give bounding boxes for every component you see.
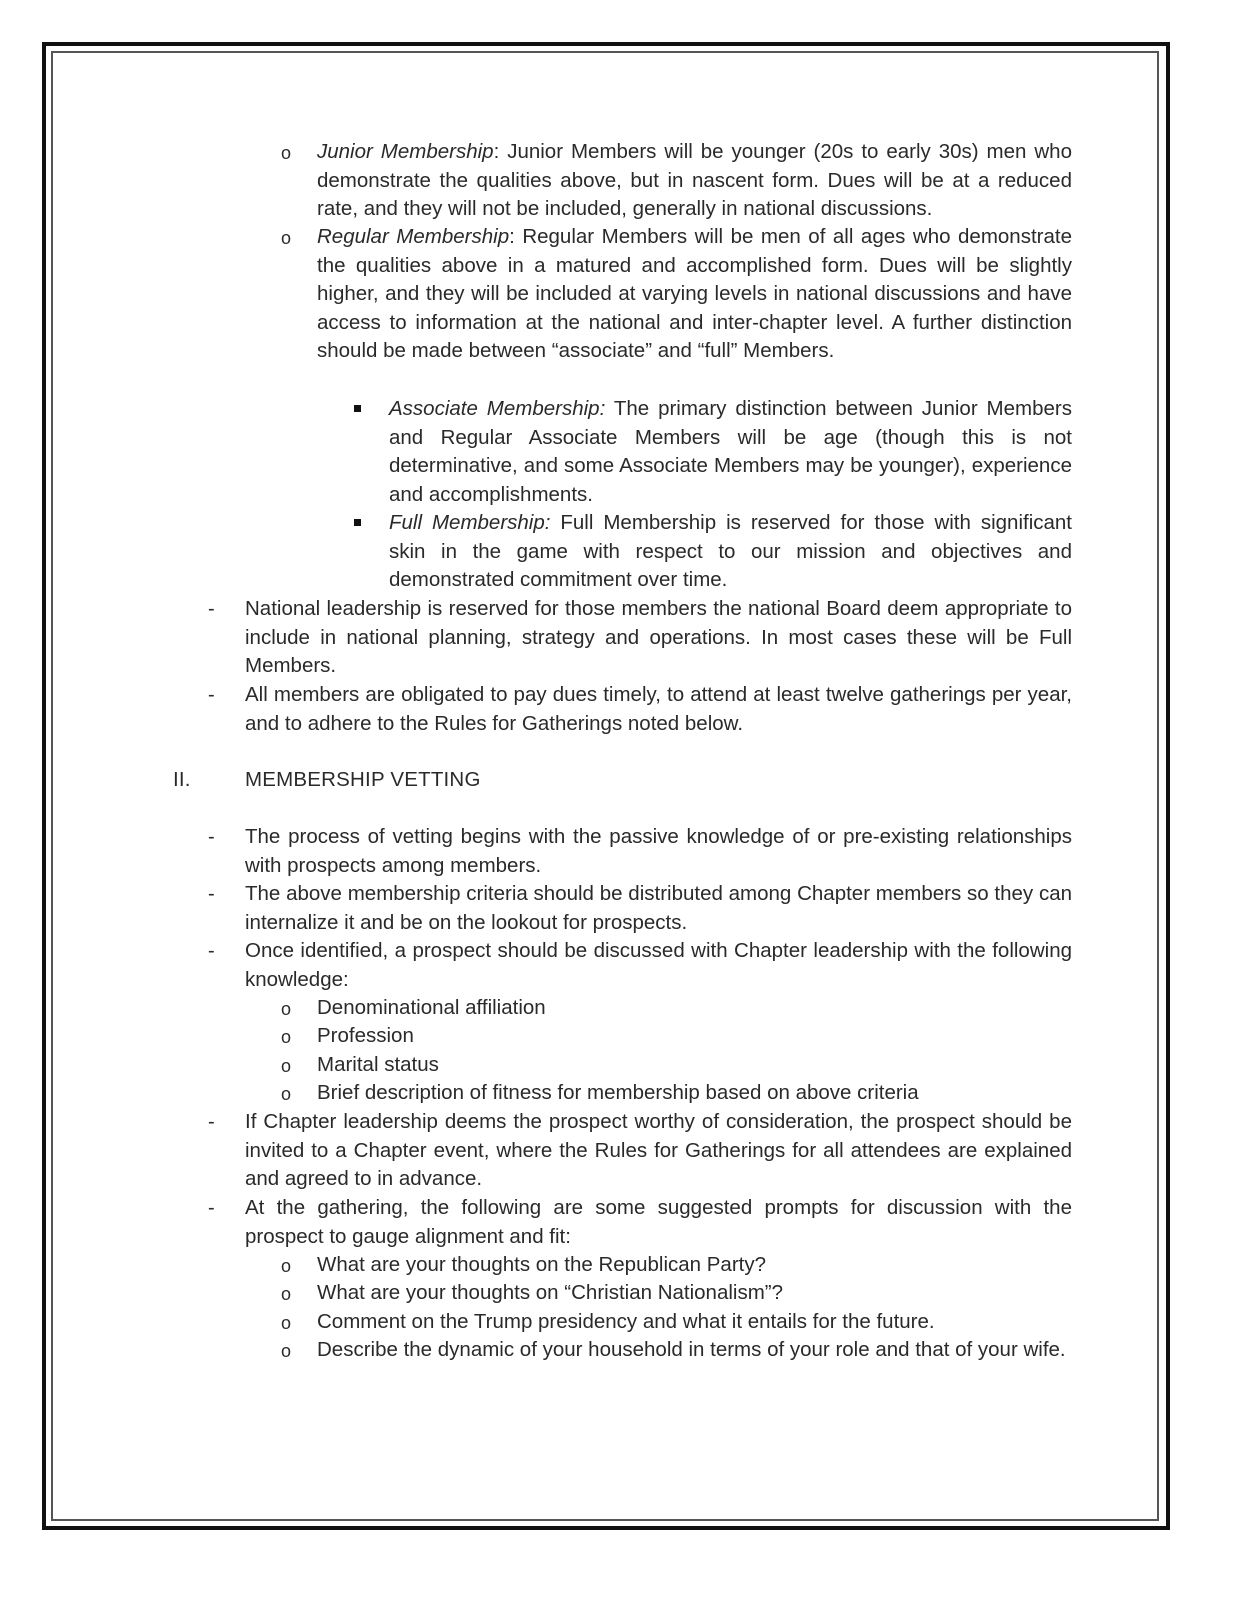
regular-membership-text: Regular Members will be men of all ages who demonstrate the qualities above in a matured and accomplished form. Dues will be slightly higher, and they will be included at varying levels in national discussions and have access to information at the national and inter-chapter level. A further distinction should be made between “associate” and “full” Members.: [317, 225, 1072, 363]
square-bullet-icon: [354, 405, 361, 412]
circle-bullet-icon: o: [281, 1084, 292, 1104]
circle-bullet-icon: o: [281, 228, 292, 248]
vetting-point: The above membership criteria should be distributed among Chapter members so they can internalize it and be on the lookout for prospects.: [245, 882, 1072, 934]
dash-bullet-icon: -: [208, 1111, 215, 1133]
circle-bullet-icon: o: [281, 1056, 292, 1076]
circle-bullet-icon: o: [281, 1313, 292, 1333]
vetting-point: If Chapter leadership deems the prospect worthy of consideration, the prospect should be invited to a Chapter event, where the Rules for Gatherings for all attendees are explained and agreed to in advance.: [245, 1110, 1072, 1191]
regular-membership-item: Regular Membership: Regular Members will be men of all ages who demonstrate the qualities above in a matured and accomplished form. Dues will be slightly higher, and they will be included at varying levels in national discussions and have access to information at the national and inter-chapter level. A further distinction should be made between “associate” and “full” Members.: [317, 225, 1072, 363]
circle-bullet-icon: o: [281, 143, 292, 163]
full-membership-item: [389, 509, 1072, 595]
circle-bullet-icon: o: [281, 999, 292, 1019]
associate-membership-item: [389, 395, 1072, 509]
junior-membership-label: Junior Membership: [317, 140, 494, 163]
dash-bullet-icon: -: [208, 1197, 215, 1219]
circle-bullet-icon: o: [281, 1341, 292, 1361]
dash-bullet-icon: -: [208, 883, 215, 905]
prompt-item: Describe the dynamic of your household in terms of your role and that of your wife.: [317, 1338, 1066, 1361]
associate-membership-label: Associate Membership:: [389, 397, 606, 420]
knowledge-item: Profession: [317, 1024, 414, 1047]
dash-bullet-icon: -: [208, 940, 215, 962]
knowledge-item: Brief description of fitness for membership based on above criteria: [317, 1081, 919, 1104]
square-bullet-icon: [354, 519, 361, 526]
vetting-point: Once identified, a prospect should be discussed with Chapter leadership with the following knowledge:: [245, 939, 1072, 991]
knowledge-item: Denominational affiliation: [317, 996, 546, 1019]
full-membership-text: Full Membership is reserved for those with significant skin in the game with respect to our mission and objectives and demonstrated commitment over time.: [389, 511, 1072, 592]
junior-membership-text: Junior Members will be younger (20s to early 30s) men who demonstrate the qualities above, but in nascent form. Dues will be at a reduced rate, and they will not be included, generally in national discussions.: [317, 140, 1072, 221]
dash-bullet-icon: -: [208, 598, 215, 620]
prompt-item: What are your thoughts on “Christian Nationalism”?: [317, 1281, 784, 1304]
dash-bullet-icon: -: [208, 826, 215, 848]
circle-bullet-icon: o: [281, 1256, 292, 1276]
dash-bullet-icon: -: [208, 684, 215, 706]
circle-bullet-icon: o: [281, 1284, 292, 1304]
circle-bullet-icon: o: [281, 1027, 292, 1047]
regular-membership-label: Regular Membership: [317, 225, 510, 248]
junior-membership-item: Junior Membership: Junior Members will be younger (20s to early 30s) men who demonstrate the qualities above, but in nascent form. Dues will be at a reduced rate, and they will not be included, generally in national discussions.: [317, 140, 1072, 221]
section-title: MEMBERSHIP VETTING: [245, 768, 481, 791]
full-membership-label: Full Membership:: [389, 511, 551, 534]
member-obligations-point: All members are obligated to pay dues timely, to attend at least twelve gatherings per year, and to adhere to the Rules for Gatherings noted below.: [245, 683, 1072, 735]
national-leadership-point: National leadership is reserved for those members the national Board deem appropriate to include in national planning, strategy and operations. In most cases these will be Full Members.: [245, 597, 1072, 678]
associate-membership-text: The primary distinction between Junior Members and Regular Associate Members will be age (though this is not determinative, and some Associate Members may be younger), experience and accomplishments.: [389, 397, 1072, 506]
prompt-item: What are your thoughts on the Republican Party?: [317, 1253, 766, 1276]
knowledge-item: Marital status: [317, 1053, 439, 1076]
section-number: II.: [173, 768, 191, 791]
vetting-point: The process of vetting begins with the passive knowledge of or pre-existing relationships with prospects among members.: [245, 825, 1072, 877]
vetting-point: At the gathering, the following are some suggested prompts for discussion with the prospect to gauge alignment and fit:: [245, 1196, 1072, 1248]
prompt-item: Comment on the Trump presidency and what it entails for the future.: [317, 1310, 935, 1333]
